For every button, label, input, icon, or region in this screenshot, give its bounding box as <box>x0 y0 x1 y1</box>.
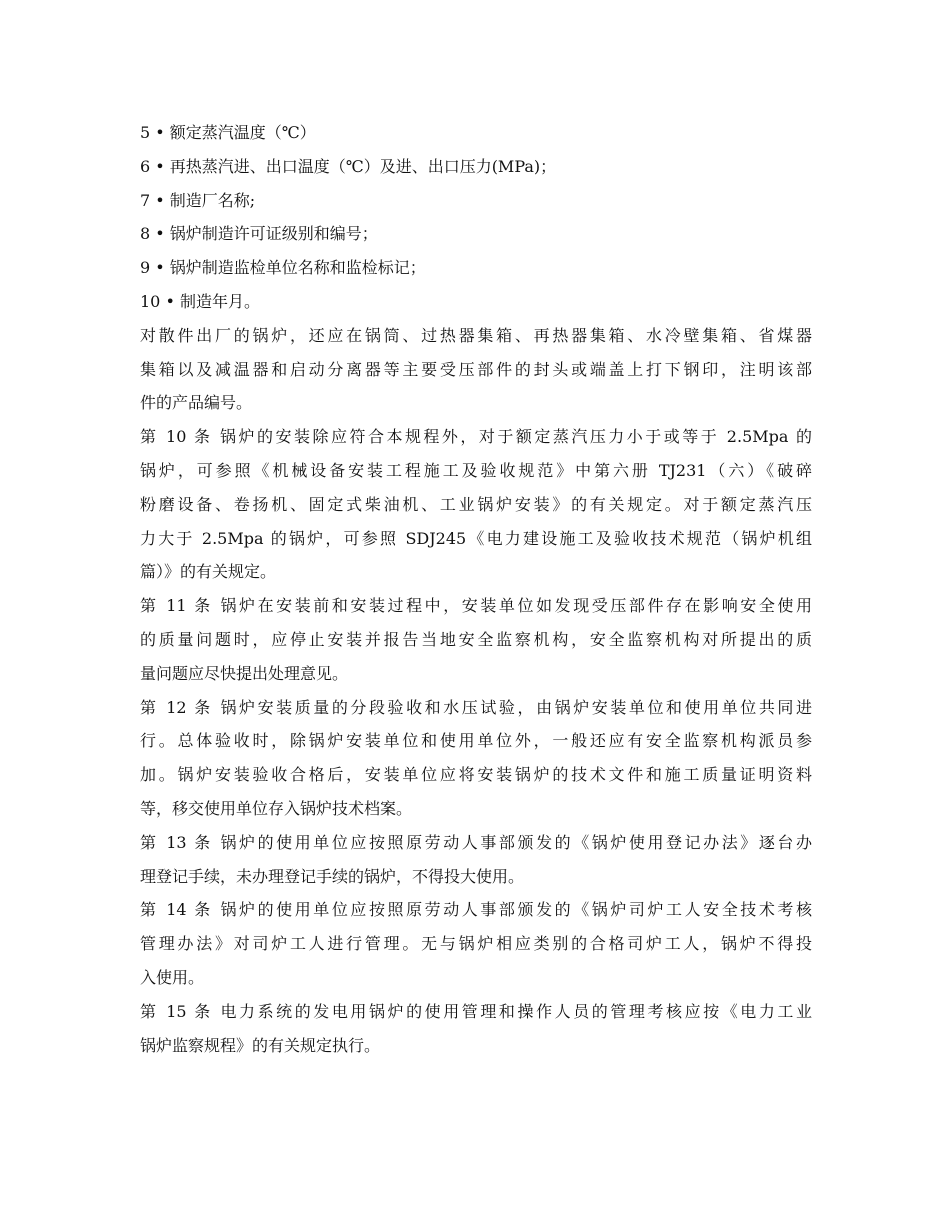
text-line: 第 10 条 锅炉的安装除应符合本规程外，对于额定蒸汽压力小于或等于 2.5Mpa 的 <box>140 427 812 447</box>
list-item: 9 • 锅炉制造监检单位名称和监检标记； <box>140 258 426 278</box>
list-item: 6 • 再热蒸汽进、出口温度（℃）及进、出口压力(MPa)； <box>140 156 557 176</box>
article-15 <box>140 995 812 1063</box>
document-body <box>140 116 812 1062</box>
text-line: 锅炉，可参照《机械设备安装工程施工及验收规范》中第六册 TJ231（六）《破碎 <box>140 460 812 480</box>
text-line: 第 12 条 锅炉安装质量的分段验收和水压试验，由锅炉安装单位和使用单位共同进 <box>140 697 812 717</box>
text-line: 第 14 条 锅炉的使用单位应按照原劳动人事部颁发的《锅炉司炉工人安全技术考核 <box>140 900 812 920</box>
article-11 <box>140 589 812 690</box>
text-line: 锅炉监察规程》的有关规定执行。 <box>140 1035 381 1055</box>
list-item: 7 • 制造厂名称; <box>140 190 256 210</box>
text-line: 理登记手续，未办理登记手续的锅炉，不得投大使用。 <box>140 866 525 886</box>
text-line: 集箱以及减温器和启动分离器等主要受压部件的封头或端盖上打下钢印，注明该部 <box>140 359 812 379</box>
text-line: 件的产品编号。 <box>140 393 253 413</box>
paragraph-stamping <box>140 319 812 420</box>
text-line: 行。总体验收时，除锅炉安装单位和使用单位外，一般还应有安全监察机构派员参 <box>140 731 812 751</box>
text-line: 量问题应尽快提出处理意见。 <box>140 663 349 683</box>
text-line: 等，移交使用单位存入锅炉技术档案。 <box>140 798 413 818</box>
text-line: 对散件出厂的锅炉，还应在锅筒、过热器集箱、再热器集箱、水冷壁集箱、省煤器 <box>140 325 812 345</box>
text-line: 篇）》的有关规定。 <box>140 562 277 582</box>
article-10 <box>140 420 812 589</box>
article-13 <box>140 826 812 894</box>
text-line: 第 13 条 锅炉的使用单位应按照原劳动人事部颁发的《锅炉使用登记办法》逐台办 <box>140 832 812 852</box>
text-line: 第 15 条 电力系统的发电用锅炉的使用管理和操作人员的管理考核应按《电力工业 <box>140 1001 812 1021</box>
text-line: 管理办法》对司炉工人进行管理。无与锅炉相应类别的合格司炉工人，锅炉不得投 <box>140 934 812 954</box>
text-line: 加。锅炉安装验收合格后，安装单位应将安装锅炉的技术文件和施工质量证明资料 <box>140 765 812 785</box>
article-12 <box>140 691 812 826</box>
list-item: 10 • 制造年月。 <box>140 291 260 311</box>
text-line: 的质量问题时，应停止安装并报告当地安全监察机构，安全监察机构对所提出的质 <box>140 629 812 649</box>
list-items <box>140 116 812 319</box>
text-line: 力大于 2.5Mpa 的锅炉，可参照 SDJ245《电力建设施工及验收技术规范（锅炉机组 <box>140 528 812 548</box>
text-line: 入使用。 <box>140 967 205 987</box>
text-line: 第 11 条 锅炉在安装前和安装过程中，安装单位如发现受压部件存在影响安全使用 <box>140 596 812 616</box>
text-line: 粉磨设备、卷扬机、固定式柴油机、工业锅炉安装》的有关规定。对于额定蒸汽压 <box>140 494 812 514</box>
article-14 <box>140 893 812 994</box>
list-item: 5 • 额定蒸汽温度（℃） <box>140 123 316 142</box>
list-item: 8 • 锅炉制造许可证级别和编号； <box>140 224 378 244</box>
